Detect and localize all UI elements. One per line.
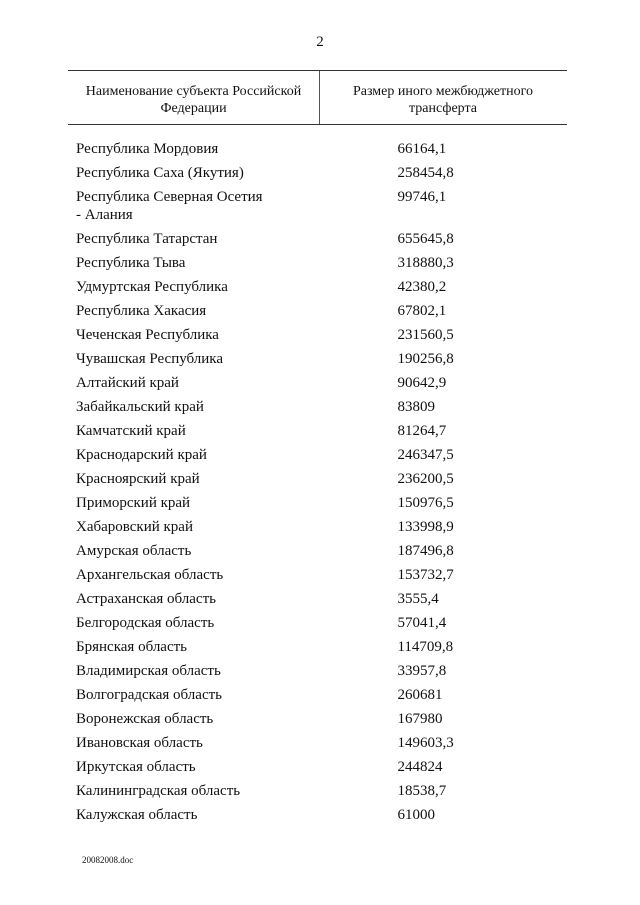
transfer-amount: 42380,2 — [397, 279, 447, 295]
transfer-amount: 99746,1 — [397, 189, 447, 205]
transfer-table-body — [76, 140, 576, 830]
transfer-amount: 167980 — [397, 711, 443, 727]
subject-name: Владимирская область — [76, 663, 221, 679]
table-row — [76, 614, 576, 638]
table-row — [76, 518, 576, 542]
table-row — [76, 164, 576, 188]
subject-name: Забайкальский край — [76, 399, 204, 415]
transfer-amount: 231560,5 — [397, 327, 454, 343]
subject-name: Республика Хакасия — [76, 303, 207, 319]
subject-name: Брянская область — [76, 639, 188, 655]
document-filename: 20082008.doc — [82, 855, 134, 865]
table-row — [76, 422, 576, 446]
table-row — [76, 374, 576, 398]
subject-name: Красноярский край — [76, 471, 200, 487]
transfer-amount: 114709,8 — [397, 639, 454, 655]
transfer-amount: 133998,9 — [397, 519, 454, 535]
subject-name: Архангельская область — [76, 567, 224, 583]
subject-name: Республика Саха (Якутия) — [76, 165, 244, 181]
transfer-amount: 655645,8 — [397, 231, 454, 247]
transfer-amount: 18538,7 — [397, 783, 447, 799]
table-row — [76, 302, 576, 326]
table-row — [76, 230, 576, 254]
header-bottom-rule — [68, 124, 567, 125]
header-column-divider — [319, 71, 320, 124]
transfer-amount: 318880,3 — [397, 255, 454, 271]
subject-name: Республика Татарстан — [76, 231, 218, 247]
transfer-table-header — [68, 70, 567, 125]
transfer-amount: 244824 — [397, 759, 443, 775]
transfer-amount: 81264,7 — [397, 423, 447, 439]
transfer-amount: 190256,8 — [397, 351, 454, 367]
subject-name: Амурская область — [76, 543, 192, 559]
subject-name: Волгоградская область — [76, 687, 222, 703]
transfer-amount: 153732,7 — [397, 567, 454, 583]
table-row — [76, 398, 576, 422]
subject-name: Республика Тыва — [76, 255, 186, 271]
table-row — [76, 470, 576, 494]
transfer-amount: 236200,5 — [397, 471, 454, 487]
subject-name: Удмуртская Республика — [76, 279, 228, 295]
subject-name: Ивановская область — [76, 735, 203, 751]
table-row — [76, 638, 576, 662]
table-row — [76, 446, 576, 470]
table-row — [76, 326, 576, 350]
subject-name: Хабаровский край — [76, 519, 193, 535]
transfer-amount: 61000 — [397, 807, 435, 823]
transfer-amount: 66164,1 — [397, 141, 447, 157]
transfer-amount: 149603,3 — [397, 735, 454, 751]
subject-name: Приморский край — [76, 495, 191, 511]
transfer-amount: 187496,8 — [397, 543, 454, 559]
table-row — [76, 734, 576, 758]
table-row — [76, 542, 576, 566]
table-row — [76, 254, 576, 278]
subject-name: Республика Северная Осетия - Алания — [76, 189, 263, 223]
transfer-amount: 90642,9 — [397, 375, 447, 391]
subject-name: Иркутская область — [76, 759, 196, 775]
table-row — [76, 758, 576, 782]
transfer-amount: 3555,4 — [397, 591, 439, 607]
transfer-amount: 83809 — [397, 399, 435, 415]
subject-name: Чеченская Республика — [76, 327, 219, 343]
table-row — [76, 710, 576, 734]
page-number: 2 — [316, 34, 324, 50]
subject-name: Краснодарский край — [76, 447, 207, 463]
table-row — [76, 188, 576, 230]
header-subject-name: Наименование субъекта Российской Федерации — [85, 84, 302, 116]
subject-name: Белгородская область — [76, 615, 215, 631]
subject-name: Астраханская область — [76, 591, 216, 607]
transfer-amount: 258454,8 — [397, 165, 454, 181]
transfer-amount: 260681 — [397, 687, 443, 703]
table-row — [76, 494, 576, 518]
table-row — [76, 662, 576, 686]
table-row — [76, 782, 576, 806]
transfer-amount: 67802,1 — [397, 303, 447, 319]
subject-name: Алтайский край — [76, 375, 179, 391]
table-row — [76, 140, 576, 164]
transfer-amount: 150976,5 — [397, 495, 454, 511]
table-row — [76, 566, 576, 590]
table-row — [76, 686, 576, 710]
subject-name: Калининградская область — [76, 783, 241, 799]
subject-name: Калужская область — [76, 807, 198, 823]
table-row — [76, 350, 576, 374]
subject-name: Республика Мордовия — [76, 141, 219, 157]
subject-name: Камчатский край — [76, 423, 186, 439]
transfer-amount: 246347,5 — [397, 447, 454, 463]
transfer-amount: 33957,8 — [397, 663, 447, 679]
transfer-amount: 57041,4 — [397, 615, 447, 631]
table-header — [68, 71, 567, 124]
subject-name: Воронежская область — [76, 711, 214, 727]
table-row — [76, 590, 576, 614]
table-row — [76, 806, 576, 830]
header-transfer-amount: Размер иного межбюджетного трансферта — [352, 84, 534, 116]
table-row — [76, 278, 576, 302]
subject-name: Чувашская Республика — [76, 351, 224, 367]
